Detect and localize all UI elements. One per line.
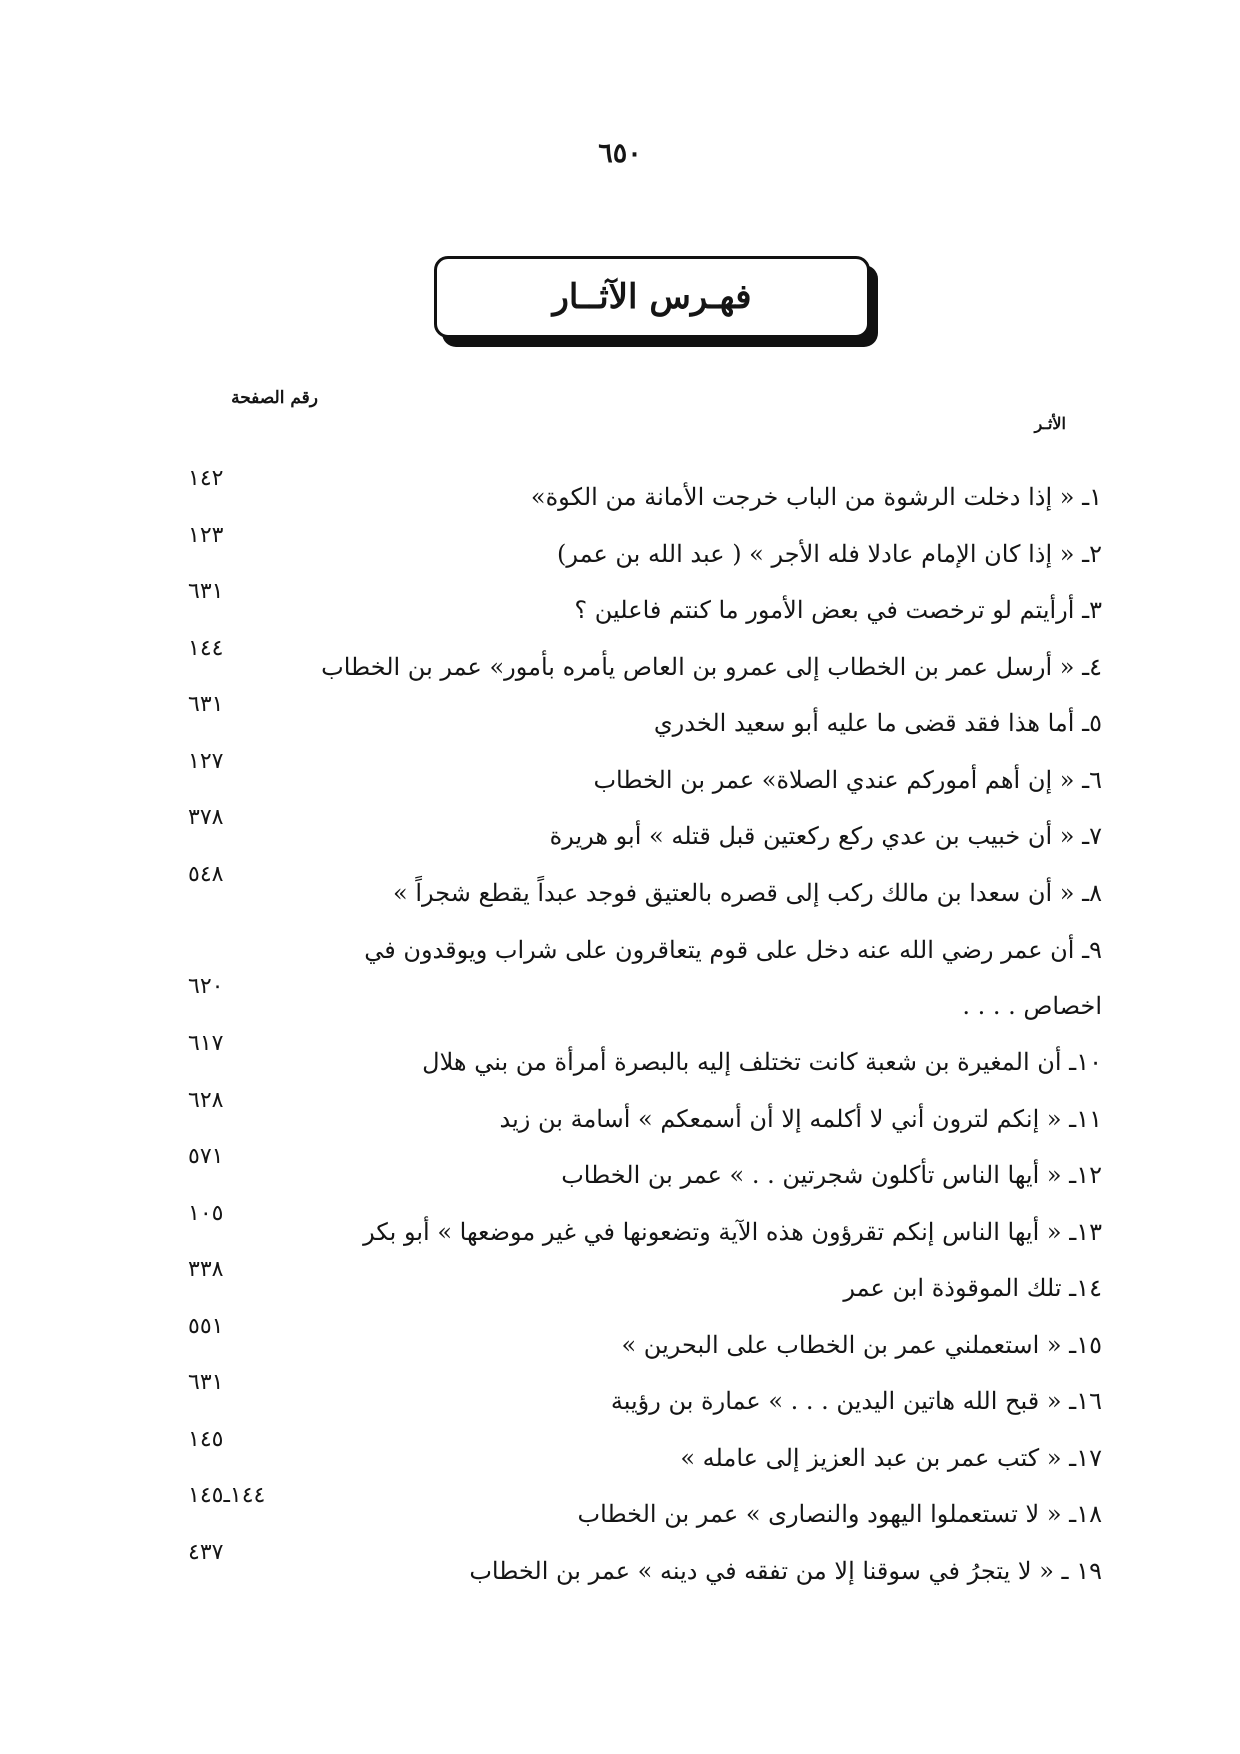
entry-page-number: ٦٢٠ [188,974,224,999]
index-entry [0,747,1240,804]
index-title: فهـرس الآثــار [552,277,752,317]
index-entry [0,521,1240,578]
entry-text: ٨ـ « أن سعدا بن مالك ركب إلى قصره بالعتيق فوجد عبداً يقطع شجراً » [393,878,1102,907]
index-entry [0,1312,1240,1369]
index-entry [0,634,1240,691]
entry-text: ٦ـ « إن أهم أموركم عندي الصلاة» عمر بن الخطاب [593,765,1102,794]
index-entries [0,464,1240,1594]
entry-page-number: ١٤٢ [188,466,224,491]
entry-text: ١٤ـ تلك الموقوذة ابن عمر [843,1274,1102,1302]
entry-page-number: ١٢٧ [188,748,224,774]
entry-page-number: ٣٧٨ [188,805,224,830]
entry-text: ٢ـ « إذا كان الإمام عادلا فله الأجر » ( عبد الله بن عمر) [556,539,1102,568]
entry-page-number: ٥٧١ [188,1144,224,1169]
index-entry [0,1368,1240,1425]
entry-page-number: ٥٤٨ [188,861,224,887]
entry-page-number: ٣٣٨ [188,1257,224,1282]
index-entry [0,577,1240,634]
entry-text: ٧ـ « أن خبيب بن عدي ركع ركعتين قبل قتله » أبو هريرة [549,822,1102,850]
entry-text: ٩ـ أن عمر رضي الله عنه دخل على قوم يتعاقرون على شراب ويوقدون في اخصاص . . . . [364,936,1102,1020]
index-entry [0,916,1240,1029]
index-entry [0,1142,1240,1199]
entry-page-number: ١٤٤ـ١٤٥ [188,1483,266,1508]
entry-text: ١١ـ « إنكم لترون أني لا أكلمه إلا أن أسمعكم » أسامة بن زيد [499,1104,1102,1133]
entry-text: ٥ـ أما هذا فقد قضى ما عليه أبو سعيد الخدري [653,709,1102,737]
entry-page-number: ٤٣٧ [188,1539,224,1565]
entry-page-number: ٦٢٨ [188,1087,224,1113]
entry-text: ١٠ـ أن المغيرة بن شعبة كانت تختلف إليه بالبصرة أمرأة من بني هلال [422,1048,1102,1076]
index-entry [0,1425,1240,1482]
entry-page-number: ١٠٥ [188,1200,224,1226]
index-entry [0,1481,1240,1538]
index-entry [0,690,1240,747]
entry-page-number: ٦٣١ [188,1370,224,1395]
index-entry [0,1255,1240,1312]
index-entry [0,1086,1240,1143]
entry-text: ١٥ـ « استعملني عمر بن الخطاب على البحرين » [621,1330,1102,1359]
entry-text: ١٧ـ « كتب عمر بن عبد العزيز إلى عامله » [680,1443,1102,1472]
index-entry [0,1538,1240,1595]
entry-page-number: ٦٣١ [188,692,224,717]
entry-text: ٣ـ أرأيتم لو ترخصت في بعض الأمور ما كنتم فاعلين ؟ [574,596,1102,624]
entry-text: ١٢ـ « أيها الناس تأكلون شجرتين . . » عمر بن الخطاب [561,1161,1102,1189]
entry-page-number: ١٢٣ [188,522,224,548]
entry-text: ١ـ « إذا دخلت الرشوة من الباب خرجت الأمانة من الكوة» [530,483,1102,511]
entry-page-number: ١٤٥ [188,1426,224,1452]
entry-page-number: ١٤٤ [188,635,224,661]
athar-column-header: الأثـر [1034,414,1066,433]
entry-text: ٤ـ « أرسل عمر بن الخطاب إلى عمرو بن العاص يأمره بأمور» عمر بن الخطاب [321,652,1102,681]
index-entry [0,464,1240,521]
entry-page-number: ٦٣١ [188,579,224,604]
entry-text: ١٣ـ « أيها الناس إنكم تقرؤون هذه الآية وتضعونها في غير موضعها » أبو بكر [363,1217,1102,1246]
entry-page-number: ٥٥١ [188,1313,224,1339]
entry-text: ١٦ـ « قبح الله هاتين اليدين . . . » عمارة بن رؤيبة [610,1387,1102,1415]
index-entry [0,860,1240,917]
index-entry [0,803,1240,860]
entry-text: ١٩ ـ « لا يتجرُ في سوقنا إلا من تفقه في دينه » عمر بن الخطاب [469,1556,1102,1585]
entry-text: ١٨ـ « لا تستعملوا اليهود والنصارى » عمر بن الخطاب [577,1500,1102,1528]
page-column-header: رقم الصفحة [231,388,318,408]
page-number: ٦٥٠ [598,138,642,169]
index-entry [0,1199,1240,1256]
entry-page-number: ٦١٧ [188,1031,224,1056]
index-entry [0,1029,1240,1086]
title-box [434,256,870,338]
